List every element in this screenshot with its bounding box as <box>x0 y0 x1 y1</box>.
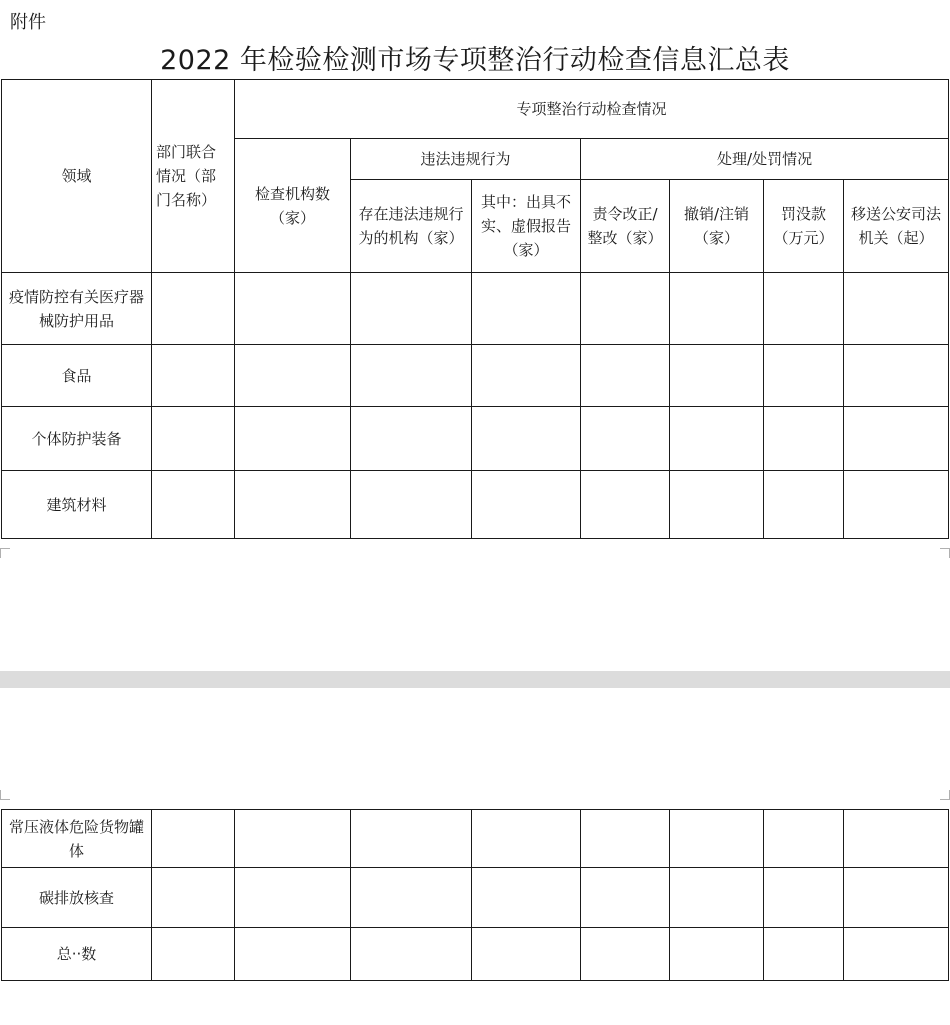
table-cell[interactable] <box>581 928 670 981</box>
row-field-label: 建筑材料 <box>2 471 152 539</box>
table-cell[interactable] <box>235 345 351 407</box>
table-cell[interactable] <box>670 810 764 868</box>
table-cell[interactable] <box>472 407 581 471</box>
table-cell[interactable] <box>764 407 844 471</box>
table-cell[interactable] <box>764 273 844 345</box>
table-cell[interactable] <box>764 471 844 539</box>
table-cell[interactable] <box>235 471 351 539</box>
table-cell[interactable] <box>152 868 235 928</box>
header-violation-group: 违法违规行为 <box>351 139 581 180</box>
table-cell[interactable] <box>581 868 670 928</box>
table-cell[interactable] <box>235 868 351 928</box>
header-fine: 罚没款（万元） <box>764 180 844 273</box>
table-cell[interactable] <box>670 407 764 471</box>
table-cell[interactable] <box>235 407 351 471</box>
header-dept: 部门联合情况（部门名称） <box>152 80 235 273</box>
table-cell[interactable] <box>152 407 235 471</box>
table-cell[interactable] <box>152 810 235 868</box>
table-cell[interactable] <box>844 471 949 539</box>
header-field: 领域 <box>2 80 152 273</box>
summary-table-page1 <box>1 79 949 539</box>
row-field-label: 食品 <box>2 345 152 407</box>
table-row <box>2 868 949 928</box>
table-cell[interactable] <box>351 868 472 928</box>
table-row <box>2 928 949 981</box>
table-cell[interactable] <box>235 928 351 981</box>
header-transfer-police: 移送公安司法机关（起） <box>844 180 949 273</box>
table-cell[interactable] <box>670 471 764 539</box>
row-total-label: 总··数 <box>2 928 152 981</box>
table-cell[interactable] <box>670 928 764 981</box>
table-row <box>2 810 949 868</box>
table-cell[interactable] <box>152 928 235 981</box>
table-cell[interactable] <box>472 928 581 981</box>
table-cell[interactable] <box>351 471 472 539</box>
table-cell[interactable] <box>581 273 670 345</box>
page-corner-mark <box>940 548 950 558</box>
page-corner-mark <box>0 548 10 558</box>
table-cell[interactable] <box>351 810 472 868</box>
header-violating-orgs: 存在违法违规行为的机构（家） <box>351 180 472 273</box>
table-cell[interactable] <box>764 868 844 928</box>
table-cell[interactable] <box>844 345 949 407</box>
table-cell[interactable] <box>152 273 235 345</box>
row-field-label: 个体防护装备 <box>2 407 152 471</box>
header-rectify: 责令改正/整改（家） <box>581 180 670 273</box>
header-penalty-group: 处理/处罚情况 <box>581 139 949 180</box>
summary-table-page2 <box>1 809 949 981</box>
row-field-label: 疫情防控有关医疗器械防护用品 <box>2 273 152 345</box>
table-cell[interactable] <box>670 345 764 407</box>
page-corner-mark <box>0 790 10 800</box>
table-cell[interactable] <box>844 810 949 868</box>
table-cell[interactable] <box>844 868 949 928</box>
table-cell[interactable] <box>152 345 235 407</box>
row-field-label: 常压液体危险货物罐体 <box>2 810 152 868</box>
document-title: 2022 年检验检测市场专项整治行动检查信息汇总表 <box>160 45 790 76</box>
header-revoke: 撤销/注销（家） <box>670 180 764 273</box>
table-cell[interactable] <box>351 273 472 345</box>
table-cell[interactable] <box>844 407 949 471</box>
table-cell[interactable] <box>152 471 235 539</box>
table-cell[interactable] <box>235 810 351 868</box>
table-cell[interactable] <box>472 273 581 345</box>
table-cell[interactable] <box>844 273 949 345</box>
table-cell[interactable] <box>581 471 670 539</box>
table-row <box>2 273 949 345</box>
table-row <box>2 407 949 471</box>
table-row <box>2 471 949 539</box>
header-false-reports: 其中：出具不实、虚假报告（家） <box>472 180 581 273</box>
page-gap <box>0 671 950 688</box>
table-cell[interactable] <box>235 273 351 345</box>
table-cell[interactable] <box>764 928 844 981</box>
table-cell[interactable] <box>472 810 581 868</box>
header-inspection-group: 专项整治行动检查情况 <box>235 80 949 139</box>
table-cell[interactable] <box>581 345 670 407</box>
table-cell[interactable] <box>472 868 581 928</box>
table-cell[interactable] <box>581 810 670 868</box>
table-cell[interactable] <box>670 273 764 345</box>
table-row <box>2 345 949 407</box>
table-cell[interactable] <box>844 928 949 981</box>
table-cell[interactable] <box>764 345 844 407</box>
row-field-label: 碳排放核查 <box>2 868 152 928</box>
table-cell[interactable] <box>351 928 472 981</box>
page-corner-mark <box>940 790 950 800</box>
table-cell[interactable] <box>472 345 581 407</box>
table-cell[interactable] <box>472 471 581 539</box>
table-cell[interactable] <box>764 810 844 868</box>
header-inspected-count: 检查机构数（家） <box>235 139 351 273</box>
table-cell[interactable] <box>351 407 472 471</box>
table-cell[interactable] <box>351 345 472 407</box>
table-cell[interactable] <box>670 868 764 928</box>
table-cell[interactable] <box>581 407 670 471</box>
attachment-label: 附件 <box>10 12 46 33</box>
